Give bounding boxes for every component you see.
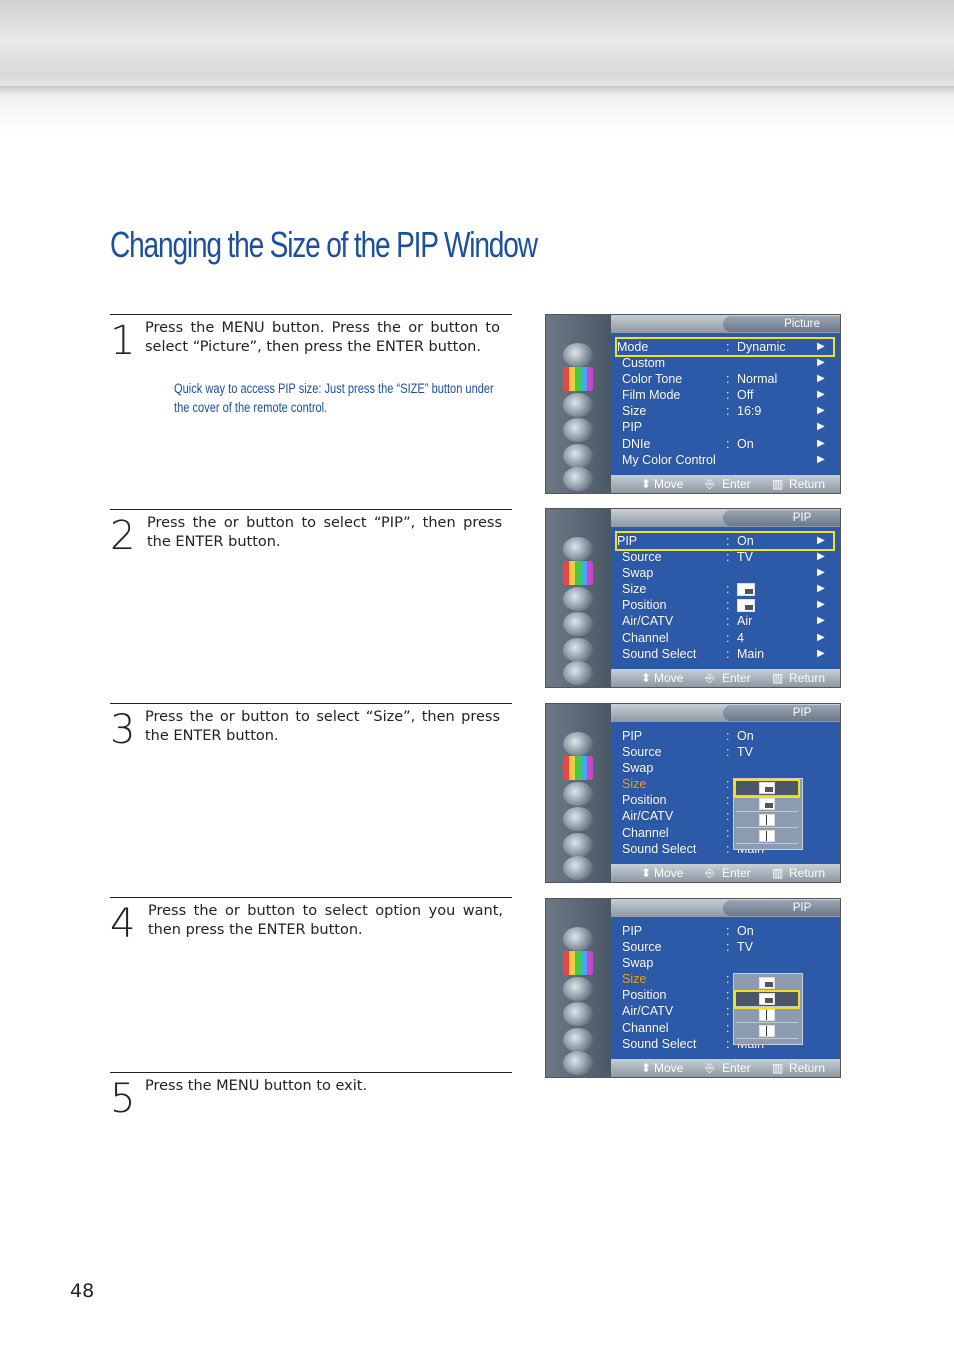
- menu-item-label: PIP: [622, 924, 643, 938]
- step-text: Press the or button to select “PIP”, then press the ENTER button.: [147, 515, 502, 550]
- menu-item-label: Source: [622, 550, 662, 565]
- osd-footer: [611, 669, 840, 687]
- menu-item-label: Swap: [622, 566, 654, 581]
- menu-item[interactable]: [622, 728, 832, 744]
- menu-item-label: Position: [622, 988, 667, 1003]
- osd-title-bar: [611, 315, 840, 333]
- step-text: Press the or button to select “Size”, then press the ENTER button.: [145, 709, 500, 744]
- menu-item[interactable]: [622, 923, 832, 939]
- menu-item-label: Position: [622, 598, 667, 613]
- right-arrow-icon: ▶: [817, 551, 825, 563]
- step-number: 2: [110, 513, 136, 559]
- osd-screen-picture: [545, 314, 841, 494]
- menu-item[interactable]: [622, 581, 832, 597]
- separator: :: [726, 809, 730, 824]
- separator: :: [726, 550, 730, 565]
- size-options-popup: [733, 778, 803, 850]
- menu-item[interactable]: [617, 339, 833, 355]
- menu-item-label: PIP: [617, 534, 638, 548]
- separator: :: [726, 777, 730, 792]
- pip-size-icon: [759, 1025, 775, 1037]
- separator: :: [726, 340, 730, 354]
- menu-item-label: My Color Control: [622, 452, 716, 467]
- osd-title: PIP: [723, 705, 841, 721]
- setup-icon: [563, 638, 593, 662]
- osd-title: PIP: [723, 510, 841, 526]
- return-label: Return: [789, 866, 826, 880]
- channel-icon: [563, 612, 593, 636]
- osd-icon-column: [546, 509, 611, 687]
- menu-item[interactable]: [622, 452, 832, 468]
- menu-item[interactable]: [622, 355, 832, 371]
- separator: :: [726, 614, 730, 629]
- separator: :: [726, 729, 730, 743]
- menu-item[interactable]: [622, 419, 832, 435]
- enter-icon: ⎆: [705, 671, 715, 685]
- step-text: Press the MENU button. Press the or button to select “Picture”, then press the ENTER button.: [145, 320, 500, 355]
- right-arrow-icon: ▶: [817, 453, 825, 465]
- menu-item-value: Dynamic: [737, 340, 786, 354]
- size-option[interactable]: [736, 1008, 798, 1023]
- sound-icon: [563, 782, 593, 806]
- pip-size-icon: [759, 830, 775, 842]
- osd-icon-column: [546, 899, 611, 1077]
- sound-icon: [563, 977, 593, 1001]
- enter-label: Enter: [722, 1061, 751, 1075]
- step-3: [110, 703, 512, 894]
- menu-item-value: TV: [737, 940, 753, 955]
- step-number: 5: [110, 1076, 136, 1122]
- menu-item-label: PIP: [622, 729, 643, 743]
- menu-item-label: Swap: [622, 956, 654, 971]
- separator: :: [726, 988, 730, 1003]
- right-arrow-icon: ▶: [817, 599, 825, 611]
- right-arrow-icon: ▶: [817, 405, 825, 417]
- menu-item-label: Mode: [617, 340, 649, 354]
- right-arrow-icon: ▶: [817, 615, 825, 627]
- osd-screen-pip: [545, 508, 841, 688]
- size-option[interactable]: [736, 992, 798, 1007]
- channel-icon: [563, 1002, 593, 1026]
- return-label: Return: [789, 477, 826, 491]
- enter-icon: ⎆: [705, 1061, 715, 1075]
- tv-icon: [563, 367, 593, 391]
- osd-footer: [611, 864, 840, 882]
- menu-item[interactable]: [622, 630, 832, 646]
- setup-icon: [563, 444, 593, 468]
- osd-footer: [611, 475, 840, 493]
- step-4: [110, 897, 512, 1068]
- channel-icon: [563, 807, 593, 831]
- osd-footer: [611, 1059, 840, 1077]
- menu-item-label: DNIe: [622, 436, 651, 451]
- menu-item-label: Swap: [622, 761, 654, 776]
- menu-item-label: Channel: [622, 1020, 669, 1035]
- tv-icon: [563, 951, 593, 975]
- menu-item-label: Channel: [622, 630, 669, 645]
- enter-icon: ⎆: [705, 477, 715, 491]
- size-option[interactable]: [736, 1024, 798, 1039]
- move-label: Move: [654, 477, 684, 491]
- step-1: [110, 314, 512, 505]
- menu-item-label: Size: [622, 404, 647, 419]
- menu-item-value: TV: [737, 550, 753, 565]
- menu-item[interactable]: [622, 613, 832, 629]
- separator: :: [726, 534, 730, 548]
- enter-icon: ⎆: [705, 866, 715, 880]
- pip-size-icon: [759, 814, 775, 826]
- osd-title-bar: [611, 704, 840, 722]
- menu-item-value: Off: [737, 388, 754, 403]
- osd-menu: [617, 339, 832, 468]
- size-options-popup: [733, 973, 803, 1045]
- setup-icon: [563, 833, 593, 857]
- menu-item[interactable]: [622, 403, 832, 419]
- separator: :: [726, 1020, 730, 1035]
- menu-item[interactable]: [622, 939, 832, 955]
- separator: :: [726, 793, 730, 808]
- right-arrow-icon: ▶: [817, 373, 825, 385]
- separator: :: [726, 630, 730, 645]
- separator: :: [726, 404, 730, 419]
- separator: :: [726, 940, 730, 955]
- pip-size-icon: [759, 1009, 775, 1021]
- separator: :: [726, 745, 730, 760]
- step-2: [110, 509, 512, 700]
- menu-item-label: Size: [622, 972, 647, 987]
- enter-label: Enter: [722, 477, 751, 491]
- size-option[interactable]: [736, 976, 798, 991]
- right-arrow-icon: ▶: [817, 567, 825, 579]
- return-label: Return: [789, 671, 826, 685]
- menu-item[interactable]: [622, 955, 832, 971]
- menu-item-value: Main: [737, 646, 765, 661]
- separator: :: [726, 582, 730, 597]
- updown-icon: ⬍: [641, 1061, 652, 1075]
- menu-item-label: Source: [622, 745, 662, 760]
- input-icon: [563, 343, 593, 367]
- osd-icon-column: [546, 704, 611, 882]
- osd-icon-column: [546, 315, 611, 493]
- separator: :: [726, 1036, 730, 1051]
- size-option[interactable]: [736, 781, 798, 796]
- right-arrow-icon: ▶: [817, 341, 825, 352]
- menu-item-label: Sound Select: [622, 841, 697, 856]
- right-arrow-icon: ▶: [817, 631, 825, 643]
- menu-item-value: Normal: [737, 372, 778, 387]
- plug-icon: [563, 467, 593, 491]
- menu-item[interactable]: [617, 533, 833, 549]
- enter-label: Enter: [722, 671, 751, 685]
- return-icon: ▥: [772, 866, 784, 880]
- menu-item[interactable]: [622, 549, 832, 565]
- menu-item-label: Custom: [622, 356, 666, 371]
- pip-size-icon: [759, 798, 775, 810]
- size-option[interactable]: [736, 829, 798, 844]
- separator: :: [726, 1004, 730, 1019]
- osd-title-bar: [611, 899, 840, 917]
- menu-item-label: Sound Select: [622, 646, 697, 661]
- separator: :: [726, 972, 730, 987]
- plug-icon: [563, 661, 593, 685]
- return-icon: ▥: [772, 477, 784, 491]
- menu-item-value: On: [737, 729, 754, 743]
- menu-item[interactable]: [622, 387, 832, 403]
- sound-icon: [563, 587, 593, 611]
- menu-item-label: Air/CATV: [622, 1004, 674, 1019]
- return-icon: ▥: [772, 671, 784, 685]
- move-label: Move: [654, 866, 684, 880]
- menu-item-value: TV: [737, 745, 753, 760]
- separator: :: [726, 825, 730, 840]
- input-icon: [563, 927, 593, 951]
- page-title: Changing the Size of the PIP Window: [110, 224, 537, 265]
- menu-item-label: Air/CATV: [622, 809, 674, 824]
- updown-icon: ⬍: [641, 671, 652, 685]
- menu-item-label: Film Mode: [622, 388, 681, 403]
- pip-size-icon: [759, 993, 775, 1005]
- osd-title-bar: [611, 509, 840, 527]
- move-label: Move: [654, 1061, 684, 1075]
- menu-item-label: Color Tone: [622, 372, 683, 387]
- step-text: Press the or button to select option you want, then press the ENTER button.: [148, 903, 503, 938]
- step-text: Press the MENU button to exit.: [145, 1078, 368, 1094]
- menu-item[interactable]: [622, 436, 832, 452]
- tv-icon: [563, 561, 593, 585]
- pip-size-icon: [737, 597, 755, 614]
- size-option[interactable]: [736, 813, 798, 828]
- right-arrow-icon: ▶: [817, 421, 825, 433]
- menu-item-value: On: [737, 436, 754, 451]
- step-5: [110, 1072, 512, 1133]
- right-arrow-icon: ▶: [817, 357, 825, 369]
- menu-item-value: Air: [737, 614, 753, 629]
- menu-item[interactable]: [622, 760, 832, 776]
- move-label: Move: [654, 671, 684, 685]
- pip-size-icon: [737, 581, 755, 598]
- osd-title: PIP: [723, 900, 841, 916]
- enter-label: Enter: [722, 866, 751, 880]
- tv-icon: [563, 756, 593, 780]
- setup-icon: [563, 1028, 593, 1052]
- menu-item-label: Size: [622, 777, 647, 792]
- channel-icon: [563, 418, 593, 442]
- right-arrow-icon: ▶: [817, 389, 825, 401]
- sound-icon: [563, 393, 593, 417]
- separator: :: [726, 598, 730, 613]
- step-number: 3: [110, 707, 136, 753]
- size-option[interactable]: [736, 797, 798, 812]
- separator: :: [726, 388, 730, 403]
- return-label: Return: [789, 1061, 826, 1075]
- plug-icon: [563, 856, 593, 880]
- separator: :: [726, 372, 730, 387]
- osd-menu: [617, 533, 832, 662]
- osd-screen-pip-size: [545, 703, 841, 883]
- updown-icon: ⬍: [641, 866, 652, 880]
- right-arrow-icon: ▶: [817, 583, 825, 595]
- step-number: 4: [110, 901, 136, 947]
- separator: :: [726, 924, 730, 938]
- menu-item-value: 4: [737, 630, 744, 645]
- pip-size-icon: [759, 782, 775, 794]
- updown-icon: ⬍: [641, 477, 652, 491]
- input-icon: [563, 537, 593, 561]
- menu-item-label: Position: [622, 793, 667, 808]
- menu-item[interactable]: [622, 744, 832, 760]
- osd-title: Picture: [723, 316, 841, 332]
- input-icon: [563, 732, 593, 756]
- menu-item[interactable]: [622, 371, 832, 387]
- right-arrow-icon: ▶: [817, 535, 825, 546]
- separator: :: [726, 436, 730, 451]
- return-icon: ▥: [772, 1061, 784, 1075]
- plug-icon: [563, 1051, 593, 1075]
- right-arrow-icon: ▶: [817, 647, 825, 659]
- menu-item[interactable]: [622, 646, 832, 662]
- menu-item[interactable]: [622, 597, 832, 613]
- pip-size-icon: [759, 977, 775, 989]
- menu-item-label: PIP: [622, 420, 643, 435]
- menu-item-value: On: [737, 924, 754, 938]
- menu-item-label: Source: [622, 940, 662, 955]
- step-number: 1: [110, 318, 136, 364]
- osd-screen-pip-size-select: [545, 898, 841, 1078]
- menu-item[interactable]: [622, 565, 832, 581]
- menu-item-label: Sound Select: [622, 1036, 697, 1051]
- page-number: 48: [70, 1280, 95, 1302]
- menu-item-value: 16:9: [737, 404, 762, 419]
- menu-item-label: Channel: [622, 825, 669, 840]
- separator: :: [726, 841, 730, 856]
- right-arrow-icon: ▶: [817, 437, 825, 449]
- menu-item-value: On: [737, 534, 754, 548]
- header-band: [0, 0, 954, 135]
- menu-item-label: Air/CATV: [622, 614, 674, 629]
- tip-note: Quick way to access PIP size: Just press the “SIZE” button under the cover of the remote control.: [174, 381, 494, 415]
- separator: :: [726, 646, 730, 661]
- menu-item-label: Size: [622, 582, 647, 597]
